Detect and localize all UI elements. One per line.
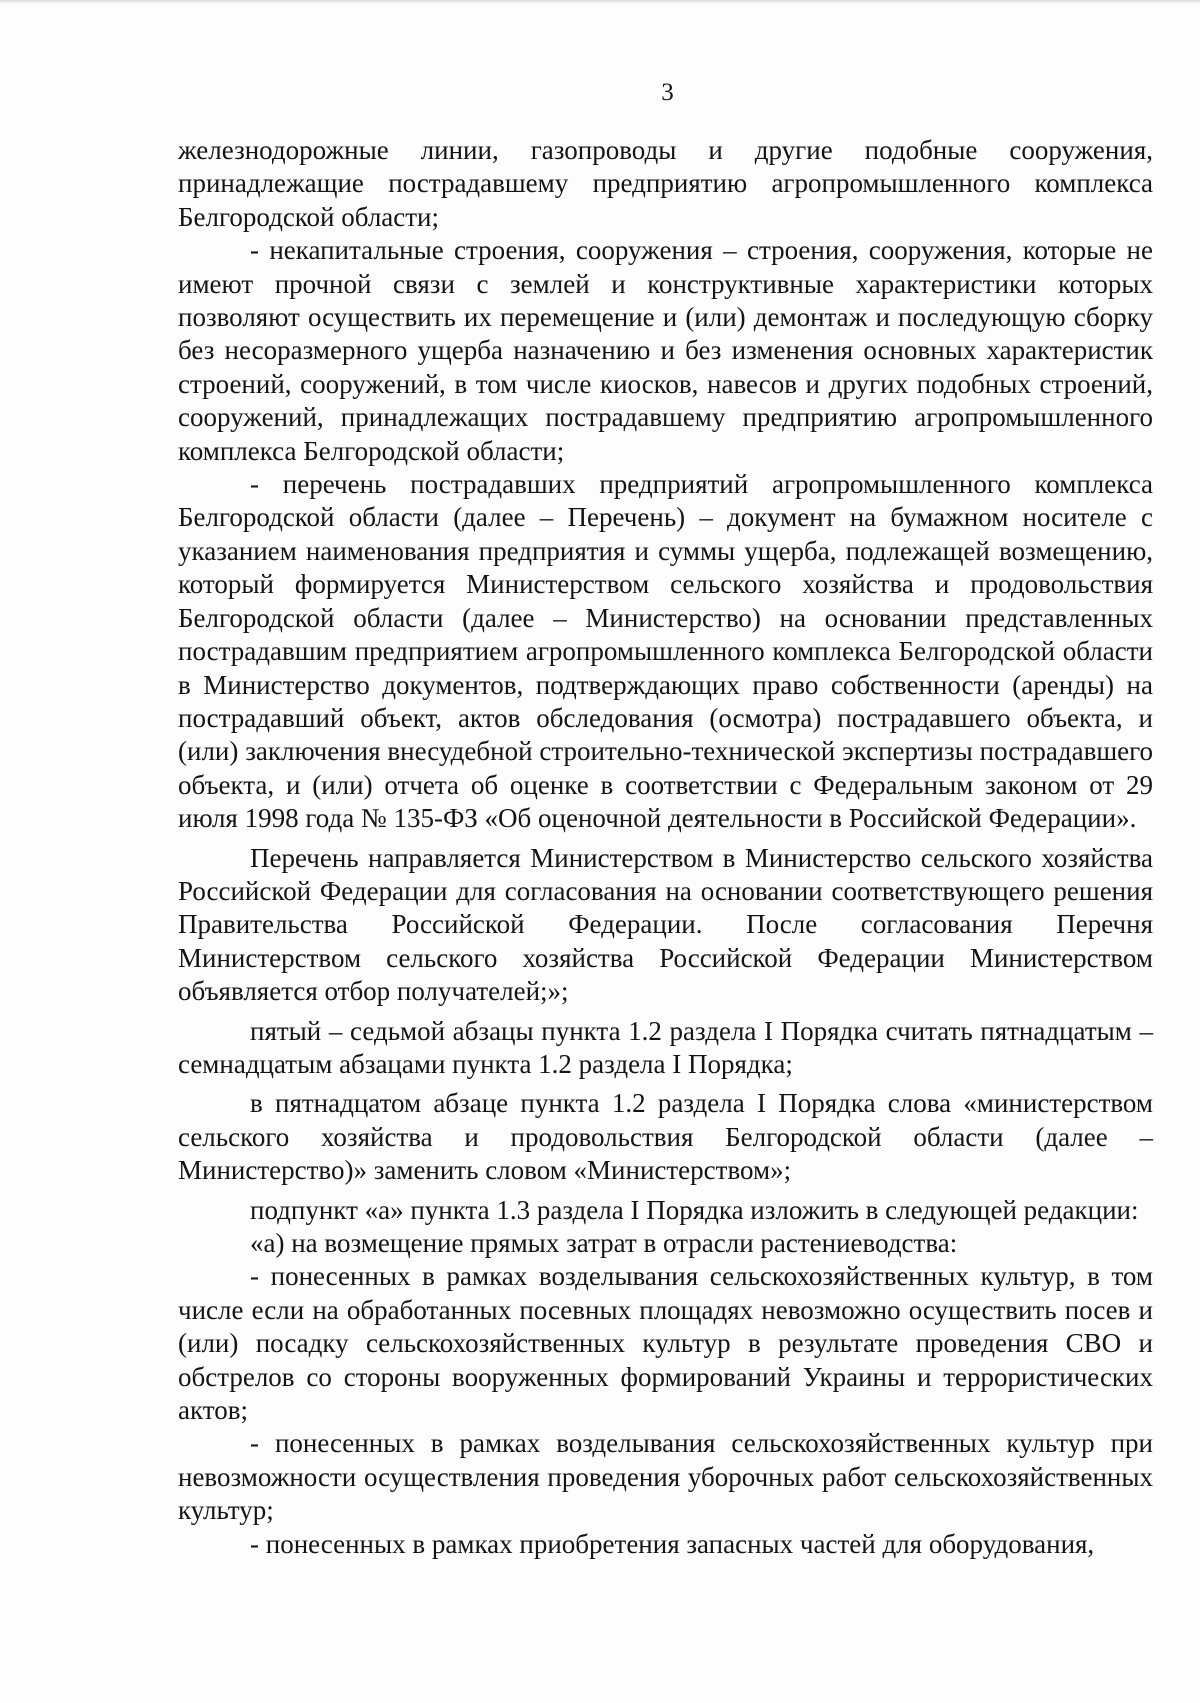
paragraph: подпункт «а» пункта 1.3 раздела I Порядка изложить в следующей редакции: xyxy=(250,1194,1139,1225)
page-number: 3 xyxy=(661,79,674,106)
paragraph: - понесенных в рамках возделывания сельскохозяйственных культур при невозможности осуществления проведения уборочных работ сельскохозяйственных культур; xyxy=(178,1428,1153,1526)
paragraph: в пятнадцатом абзаце пункта 1.2 раздела I Порядка слова «министерством сельского хозяйства и продовольствия Белгородской области (далее – Министерство)» заменить словом «Министерством»; xyxy=(178,1088,1153,1186)
paragraph: - некапитальные строения, сооружения – строения, сооружения, которые не имеют прочной связи с землей и конструктивные характеристики которых позволяют осуществить их перемещение и (или) демонтаж и последующую сборку без несоразмерного ущерба назначению и без изменения основных характеристик строений, сооружений, в том числе киосков, навесов и других подобных строений, сооружений, принадлежащих пострадавшему предприятию агропромышленного комплекса Белгородской области; xyxy=(178,235,1153,466)
document-body xyxy=(178,134,1153,1561)
paragraph: «а) на возмещение прямых затрат в отрасли растениеводства: xyxy=(250,1228,958,1258)
paragraph: железнодорожные линии, газопроводы и другие подобные сооружения, принадлежащие пострадавшему предприятию агропромышленного комплекса Белгородской области; xyxy=(178,135,1153,232)
paragraph: - перечень пострадавших предприятий агропромышленного комплекса Белгородской области (далее – Перечень) – документ на бумажном носителе с указанием наименования предприятия и суммы ущерба, подлежащей возмещению, который формируется Министерством сельского хозяйства и продовольствия Белгородской области (далее – Министерство) на основании представленных пострадавшим предприятием агропромышленного комплекса Белгородской области в Министерство документов, подтверждающих право собственности (аренды) на пострадавший объект, актов обследования (осмотра) пострадавшего объекта, и (или) заключения внесудебной строительно-технической экспертизы пострадавшего объекта, и (или) отчета об оценке в соответствии с Федеральным законом от 29 июля 1998 года № 135-ФЗ «Об оценочной деятельности в Российской Федерации». xyxy=(178,469,1153,834)
paragraph: - понесенных в рамках приобретения запасных частей для оборудования, xyxy=(250,1528,1095,1559)
paragraph: пятый – седьмой абзацы пункта 1.2 раздела I Порядка считать пятнадцатым – семнадцатым абзацами пункта 1.2 раздела I Порядка; xyxy=(178,1015,1153,1079)
paragraph: - понесенных в рамках возделывания сельскохозяйственных культур, в том числе если на обработанных посевных площадях невозможно осуществить посев и (или) посадку сельскохозяйственных культур в результате проведения СВО и обстрелов со стороны вооруженных формирований Украины и террористических актов; xyxy=(178,1261,1153,1426)
scan-edge xyxy=(0,0,1200,4)
paragraph: Перечень направляется Министерством в Министерство сельского хозяйства Российской Федерации для согласования на основании соответствующего решения Правительства Российской Федерации. После согласования Перечня Министерством сельского хозяйства Российской Федерации Министерством объявляется отбор получателей;»; xyxy=(178,842,1153,1007)
